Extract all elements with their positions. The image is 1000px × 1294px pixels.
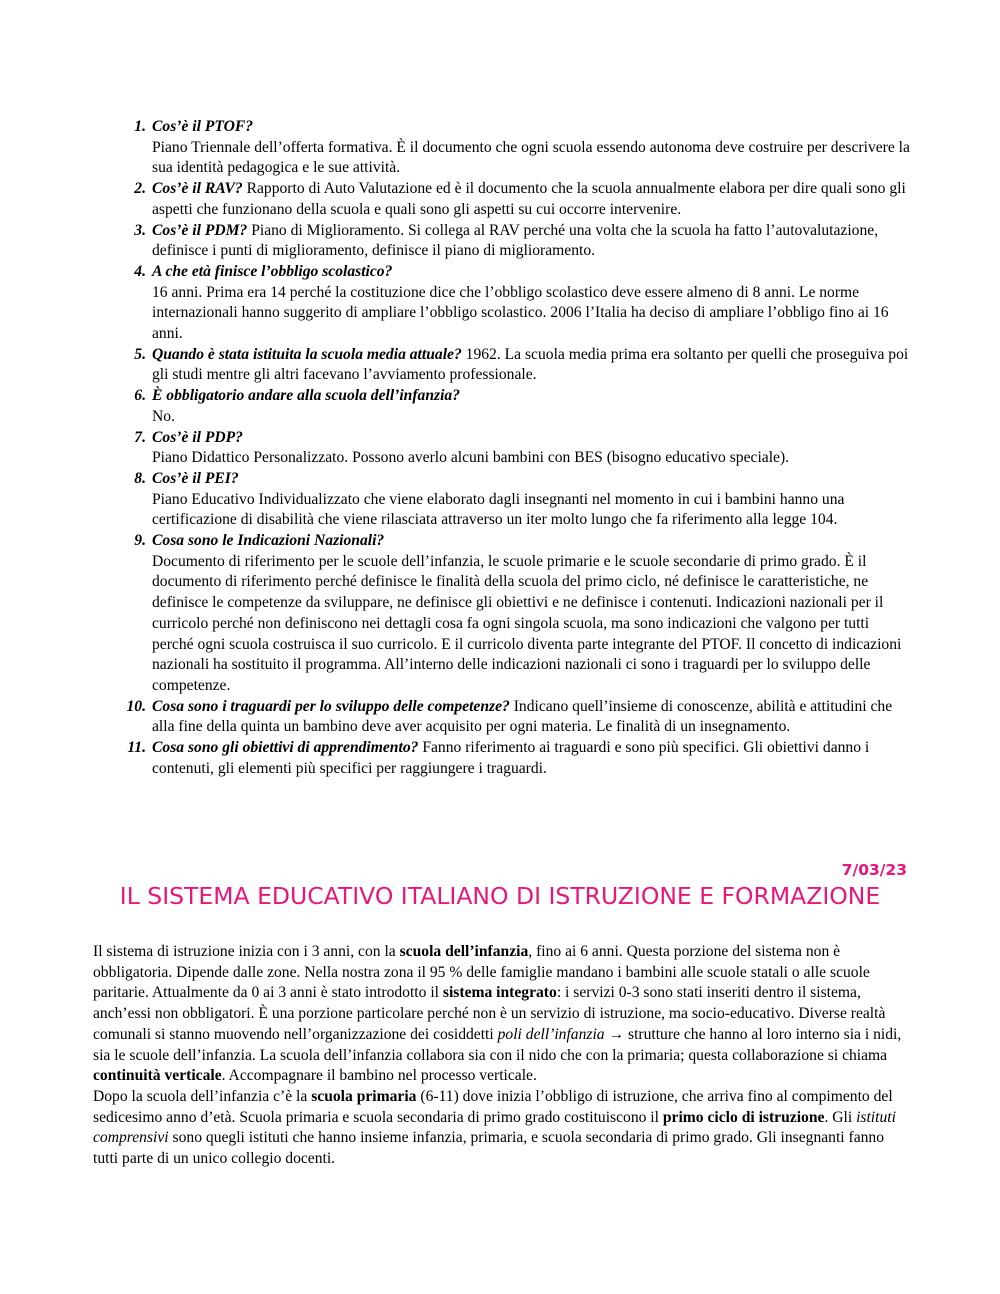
item-number: 3. (134, 221, 146, 239)
answer-text: Documento di riferimento per le scuole dell’infanzia, le scuole primarie e le scuole secondarie di primo grado. È il documento di riferimento perché definisce le finalità della scuola del primo ciclo, né definisce le caratteristiche, ne definisce le competenze da sviluppare, ne definisce gli obiettivi e ne definisce i contenuti. Indicazioni nazionali per il curricolo perché non definiscono nei dettagli cosa fa ogni singola scuola, ma sono indicazioni che valgono per tutti perché ogni scuola costruisca il suo curricolo. E il curricolo diventa parte integrante del PTOF. Il concetto di indicazioni nazionali ha sostituito il programma. All’interno delle indicazioni nazionali ci sono i traguardi per lo sviluppo delle competenze. (152, 552, 902, 694)
italic-term: istituti comprensivi (93, 1108, 896, 1147)
answer-text: Piano Didattico Personalizzato. Possono averlo alcuni bambini con BES (bisogno educativo speciale). (152, 449, 790, 467)
bold-term: continuità verticale (93, 1067, 222, 1085)
list-item (134, 117, 912, 179)
item-number: 4. (134, 262, 146, 280)
list-item (134, 262, 912, 345)
answer-text: Piano di Miglioramento. Si collega al RAV perché una volta che la scuola ha fatto l’autovalutazione, definisce i punti di miglioramento, definisce il piano di miglioramento. (152, 221, 879, 260)
list-item (134, 179, 912, 220)
answer-text: No. (152, 407, 175, 425)
answer-text: Piano Triennale dell’offerta formativa. È il documento che ogni scuola essendo autonoma deve costruire per descrivere la sua identità pedagogica e le sue attività. (152, 138, 910, 177)
question-text: Cosa sono gli obiettivi di apprendimento? (152, 739, 419, 757)
question-text: Cos’è il PDM? (152, 221, 248, 239)
list-item (134, 531, 912, 697)
paragraph (93, 942, 908, 1087)
list-item (134, 469, 912, 531)
lesson-date: 7/03/23 (841, 861, 907, 879)
question-text: Cos’è il PTOF? (152, 118, 254, 135)
item-number: 9. (134, 532, 146, 550)
list-item (134, 345, 912, 386)
item-number: 10. (126, 697, 146, 715)
text-run: : i servizi 0-3 sono stati inseriti dentro il sistema, anch’essi non obbligatori. È una porzione particolare perché non è un servizio di istruzione, ma socio-educativo. Diverse realtà comunali si stanno muovendo nell’organizzazione dei cosiddetti (93, 984, 886, 1043)
question-text: Cosa sono i traguardi per lo sviluppo delle competenze? (152, 697, 510, 715)
text-run: strutture che hanno al loro interno sia i nidi, sia le scuole dell’infanzia. La scuola dell’infanzia collabora sia con il nido che con la primaria; questa collaborazione si chiama (93, 1025, 902, 1064)
bold-term: scuola primaria (311, 1087, 417, 1105)
list-item (126, 697, 912, 738)
item-number: 5. (134, 345, 146, 363)
item-number: 7. (134, 428, 146, 446)
question-text: Cos’è il PEI? (152, 469, 239, 487)
section-body (93, 942, 908, 1170)
text-run: sono quegli istituti che hanno insieme infanzia, primaria, e scuola secondaria di primo grado. Gli insegnanti fanno tutti parte di un unico collegio docenti. (93, 1129, 885, 1168)
answer-text: Indicano quell’insieme di conoscenze, abilità e attitudini che alla fine della quinta un bambino deve aver acquisito per ogni materia. Le finalità di un insegnamento. (152, 697, 893, 736)
text-run: , fino ai 6 anni. Questa porzione del sistema non è obbligatoria. Dipende dalle zone. Nella nostra zona il 95 % delle famiglie mandano i bambini alle scuole statali o alle scuole paritarie. Attualmente da 0 ai 3 anni è stato introdotto il (93, 943, 870, 1002)
item-number: 2. (134, 180, 146, 198)
answer-text: 16 anni. Prima era 14 perché la costituzione dice che l’obbligo scolastico deve essere almeno di 8 anni. Le norme internazionali hanno suggerito di ampliare l’obbligo scolastico. 2006 l’Italia ha deciso di ampliare l’obbligo fino ai 16 anni. (152, 283, 889, 343)
question-text: È obbligatorio andare alla scuola dell’infanzia? (152, 387, 461, 405)
bold-term: primo ciclo di istruzione (662, 1108, 825, 1126)
italic-term: poli dell’infanzia (497, 1025, 605, 1043)
list-item (134, 428, 912, 469)
list-item (127, 738, 912, 779)
answer-text: Piano Educativo Individualizzato che viene elaborato dagli insegnanti nel momento in cui i bambini hanno una certificazione di disabilità che viene rilasciata attraverso un iter molto lungo che fa riferimento alla legge 104. (152, 490, 845, 529)
question-text: Cosa sono le Indicazioni Nazionali? (152, 532, 385, 550)
item-number: 11. (127, 739, 146, 757)
question-list (126, 117, 912, 780)
paragraph (93, 1087, 908, 1170)
answer-text: 1962. La scuola media prima era soltanto per quelli che proseguiva poi gli studi mentre gli altri facevano l’avviamento professionale. (152, 345, 909, 384)
question-text: A che età finisce l’obbligo scolastico? (152, 262, 393, 280)
question-text: Quando è stata istituita la scuola media attuale? (152, 345, 462, 363)
text-run: . Gli (824, 1108, 857, 1126)
item-number: 1. (134, 118, 146, 135)
arrow-icon: → (604, 1025, 628, 1043)
answer-text: Fanno riferimento ai traguardi e sono più specifici. Gli obiettivi danno i contenuti, gli elementi più specifici per raggiungere i traguardi. (152, 739, 870, 777)
item-number: 8. (134, 469, 146, 487)
bold-term: scuola dell’infanzia (399, 943, 529, 960)
text-run: Il sistema di istruzione inizia con i 3 anni, con la (93, 943, 400, 960)
text-run: . Accompagnare il bambino nel processo verticale. (221, 1067, 537, 1085)
question-text: Cos’è il RAV? (152, 180, 243, 198)
question-text: Cos’è il PDP? (152, 428, 243, 446)
bold-term: sistema integrato (442, 984, 557, 1002)
list-item (134, 386, 912, 427)
text-run: (6-11) dove inizia l’obbligo di istruzione, che arriva fino al compimento del sedicesimo anno d’età. Scuola primaria e scuola secondaria di primo grado costituiscono il (93, 1087, 893, 1126)
answer-text: Rapporto di Auto Valutazione ed è il documento che la scuola annualmente elabora per dire quali sono gli aspetti che funzionano della scuola e quali sono gli aspetti su cui occorre intervenire. (152, 180, 906, 218)
section-heading: IL SISTEMA EDUCATIVO ITALIANO DI ISTRUZIONE E FORMAZIONE (119, 882, 881, 910)
item-number: 6. (134, 387, 146, 405)
list-item (134, 221, 912, 262)
text-run: Dopo la scuola dell’infanzia c’è la (93, 1087, 312, 1105)
